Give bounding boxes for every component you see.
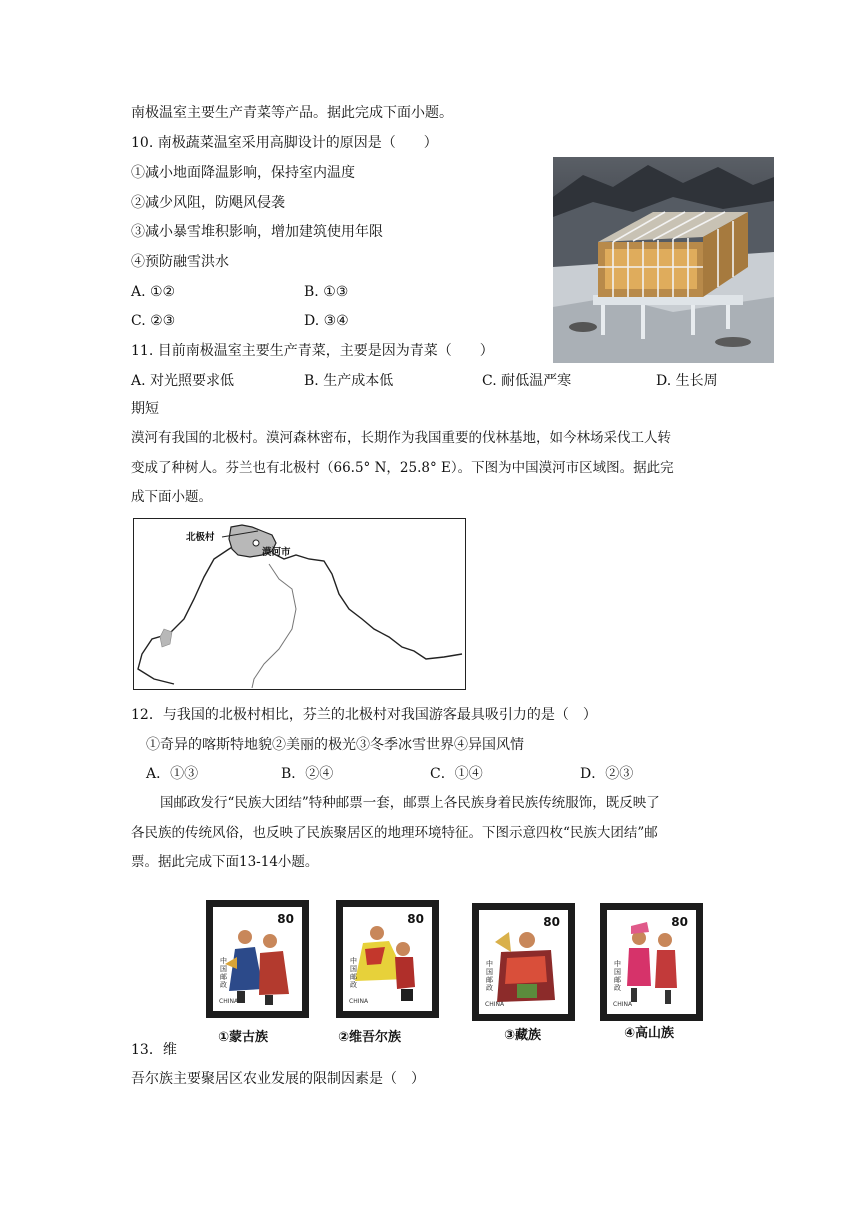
- question-12-option-d: D．②③: [580, 766, 634, 782]
- question-11-option-a: A. 对光照要求低: [131, 373, 235, 389]
- question-10-item: ④预防融雪洪水: [131, 254, 229, 270]
- stamp-price: 80: [277, 912, 294, 926]
- map-label-city: 漠河市: [262, 547, 291, 558]
- question-11-stem: 11. 目前南极温室主要生产青菜，主要是因为青菜（ ）: [131, 343, 494, 359]
- stamp-issuer: 中国邮政: [486, 960, 493, 992]
- question-10-stem: 10. 南极蔬菜温室采用高脚设计的原因是（ ）: [131, 135, 438, 151]
- question-10-option-a: A. ①②: [131, 284, 176, 300]
- question-10-item: ③减小暴雪堆积影响，增加建筑使用年限: [131, 224, 383, 240]
- stamp-issuer: 中国邮政: [614, 960, 621, 992]
- stamp-issuer: 中国邮政: [350, 957, 357, 989]
- question-12-items: ①奇异的喀斯特地貌②美丽的极光③冬季冰雪世界④异国风情: [146, 737, 524, 753]
- stamp-gaoshan: [600, 903, 703, 1021]
- stamp-latin: CHINA: [613, 1001, 633, 1008]
- stamp-price: 80: [671, 915, 688, 929]
- question-10-option-d: D. ③④: [304, 313, 349, 329]
- question-12-option-b: B．②④: [281, 766, 334, 782]
- question-10-option-b: B. ①③: [304, 284, 349, 300]
- stamp-caption: ④高山族: [624, 1026, 675, 1041]
- antarctic-greenhouse-photo: [553, 157, 774, 363]
- map-label-village: 北极村: [186, 532, 215, 543]
- intro-text: 南极温室主要生产青菜等产品。据此完成下面小题。: [131, 105, 453, 121]
- stamp-tibetan: [472, 903, 575, 1021]
- stamp-price: 80: [543, 915, 560, 929]
- stamp-latin: CHINA: [349, 998, 369, 1005]
- question-11-option-c: C. 耐低温严寒: [482, 373, 572, 389]
- stamp-latin: CHINA: [485, 1001, 505, 1008]
- stamp-issuer: 中国邮政: [220, 957, 227, 989]
- question-11-option-b: B. 生产成本低: [304, 373, 394, 389]
- question-13-stem-part2: 吾尔族主要聚居区农业发展的限制因素是（ ）: [131, 1071, 425, 1087]
- passage-line: 票。据此完成下面13-14小题。: [131, 854, 319, 870]
- question-12-option-c: C．①④: [430, 766, 483, 782]
- question-12-option-a: A．①③: [146, 766, 199, 782]
- passage-line: 各民族的传统风俗，也反映了民族聚居区的地理环境特征。下图示意四枚“民族大团结”邮: [131, 825, 658, 841]
- mohe-region-map: [133, 518, 466, 690]
- passage-line: 漠河有我国的北极村。漠河森林密布，长期作为我国重要的伐林基地，如今林场采伐工人转: [131, 430, 671, 446]
- stamp-price: 80: [407, 912, 424, 926]
- stamp-mongol: [206, 900, 309, 1018]
- question-10-option-c: C. ②③: [131, 313, 176, 329]
- passage-line: 成下面小题。: [131, 489, 212, 505]
- question-10-item: ①减小地面降温影响，保持室内温度: [131, 165, 355, 181]
- question-12-stem: 12．与我国的北极村相比，芬兰的北极村对我国游客最具吸引力的是（ ）: [131, 707, 597, 723]
- question-10-item: ②减少风阻，防飓风侵袭: [131, 195, 285, 211]
- passage-line: 变成了种树人。芬兰也有北极村（66.5° N，25.8° E）。下图为中国漠河市区域图。据此完: [131, 460, 674, 476]
- passage-line: 国邮政发行“民族大团结”特种邮票一套，邮票上各民族身着民族传统服饰，既反映了: [160, 795, 660, 811]
- stamp-latin: CHINA: [219, 998, 239, 1005]
- stamp-uyghur: [336, 900, 439, 1018]
- question-11-option-d: D. 生长周: [656, 373, 718, 389]
- stamp-caption: ②维吾尔族: [338, 1030, 402, 1045]
- question-11-option-d-wrap: 期短: [131, 401, 159, 417]
- stamp-caption: ①蒙古族: [218, 1030, 269, 1045]
- stamp-caption: ③藏族: [504, 1028, 542, 1043]
- question-13-stem-part1: 13．维: [131, 1042, 177, 1058]
